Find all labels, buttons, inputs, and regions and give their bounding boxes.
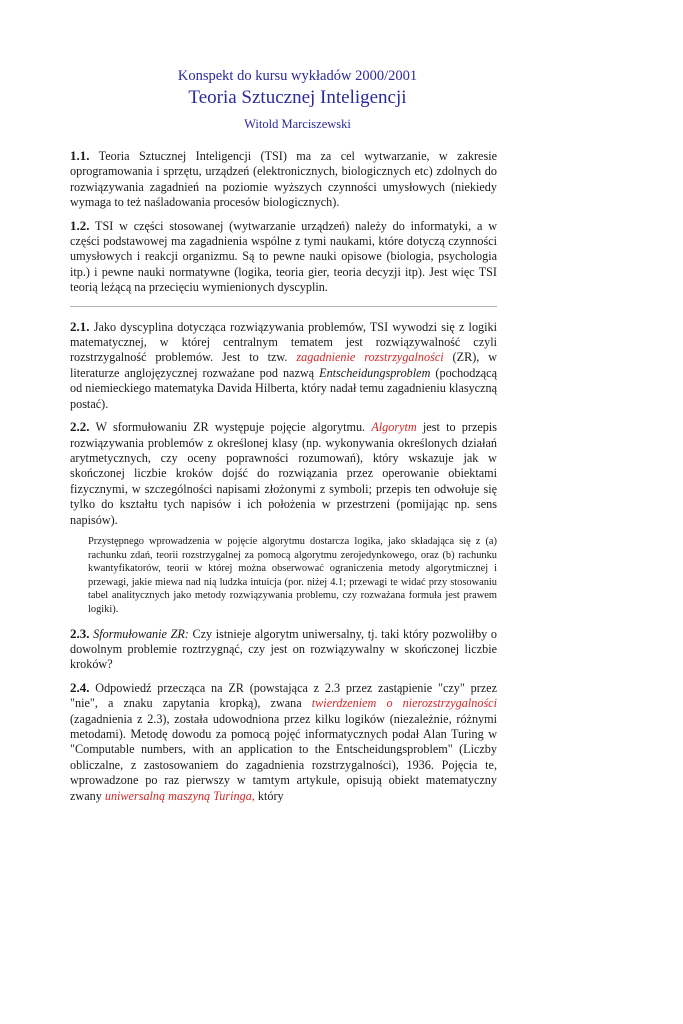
section-text: (zagadnienia z 2.3), została udowodniona przez kilku logików (niezależnie, różnymi metodami). Metodę dowodu za pomocą pojęć informatycznych podał Alan Turing w "Computable numbers, with an application to the Entscheidungsproblem" (Liczby obliczalne, z zastosowaniem do zagadnienia rozstrzygalności), 1936. Pojęcia te, wprowadzone po raz pierwszy w tamtym artykule, opisują obiekt matematyczny zwany	[70, 711, 497, 803]
term-highlight: Algorytm	[371, 420, 417, 435]
section-text: Czy istnieje algorytm uniwersalny, tj. taki który pozwoliłby o dowolnym problemie roztrzygnąć, czy jest on rozwiązywalny w skończonej liczbie kroków?	[70, 626, 497, 672]
section-text: TSI w części stosowanej (wytwarzanie urządzeń) należy do informatyki, a w części podstawowej ma zagadnienia wspólne z tymi naukami, które dotyczą czynności umysłowych i reakcji organizmu. Są to pewne nauki opisowe (biologia, psychologia itp.) i pewne nauki normatywne (logika, teoria gier, teoria decyzji itp). Jest więc TSI teorią leżącą na przecięciu wymienionych dyscyplin.	[70, 218, 497, 295]
section-number: 2.3.	[70, 625, 90, 641]
document-title: Teoria Sztucznej Inteligencji	[188, 87, 407, 108]
section-number: 1.1.	[70, 148, 90, 163]
section-text: Teoria Sztucznej Inteligencji (TSI) ma za cel wytwarzanie, w zakresie oprogramowania i sprzętu, urządzeń (elektronicznych, biologicznych etc) zdolnych do rozwiązywania zagadnień na poziomie wyższych czynności umysłowych (niekiedy wymaga to też naśladowania procesów biologicznych).	[70, 149, 497, 210]
section-1-1	[70, 148, 497, 211]
section-2-3	[70, 626, 497, 673]
document-header	[0, 66, 683, 133]
section-1-2	[70, 218, 497, 296]
section-text: Odpowiedź przecząca na ZR (powstająca z 2.3 przez zastąpienie "czy" przez "nie", a znaku zapytania kropką), zwana	[70, 680, 497, 711]
emphasis: Entscheidungsproblem	[319, 365, 431, 380]
section-2-4	[70, 680, 497, 804]
course-title: Konspekt do kursu wykładów 2000/2001	[177, 68, 418, 84]
term-highlight: twierdzeniem o nierozstrzygalności	[311, 696, 497, 711]
section-text: (pochodzącą od niemieckiego matematyka Davida Hilberta, który nadał temu zagadnieniu klasyczną postać).	[70, 365, 497, 411]
term-highlight: zagadnienie rozstrzygalności	[296, 350, 444, 365]
author: Witold Marciszewski	[244, 117, 351, 131]
section-number: 2.1.	[70, 318, 90, 334]
section-2-2	[70, 419, 497, 528]
section-2-1	[70, 319, 497, 412]
document-body	[70, 148, 497, 811]
section-text: (ZR), w literaturze anglojęzycznej rozważane pod nazwą	[70, 350, 498, 380]
term-highlight: uniwersalną maszyną Turinga,	[104, 788, 255, 803]
section-text: Jako dyscyplina dotycząca rozwiązywania problemów, TSI wywodzi się z logiki matematycznej, w której centralnym tematem jest rozwiązywalność czyli rozstrzygalność problemów. Jest to tzw.	[70, 319, 497, 365]
section-text: który	[254, 788, 284, 803]
section-number: 2.4.	[70, 679, 90, 695]
section-number: 2.2.	[70, 419, 90, 435]
section-number: 1.2.	[70, 217, 90, 233]
emphasis: Sformułowanie ZR:	[89, 626, 189, 641]
section-divider	[70, 306, 497, 307]
section-text: jest to przepis rozwiązywania problemów z określonej klasy (np. wykonywania określonych działań arytmetycznych, czy oceny poprawności rozumowań), który wskazuje jak w skończonej liczbie kroków dojść do rozwiązania przez operowanie obiektami fizycznymi, w szczególności napisami złożonymi z symboli; przepis ten odwołuje się tylko do kształtu tych napisów i ich położenia w przestrzeni (pomijając np. sens napisów).	[70, 420, 497, 527]
section-text: W sformułowaniu ZR występuje pojęcie algorytmu.	[89, 420, 372, 435]
footnote-algorithm: Przystępnego wprowadzenia w pojęcie algorytmu dostarcza logika, jako składająca się z (a) rachunku zdań, teorii rozstrzygalnej za pomocą algorytmu zerojedynkowego, oraz (b) rachunku kwantyfikatorów, teorii w której można obserwować ograniczenia metody algorytmicznej i przewagi, jakie miewa nad nią ludzka intuicja (por. niżej 4.1; przewagi te widać przy stosowaniu tabel analitycznych jako metody rozwiązywania problemu, czy rozważana formuła jest prawem logiki).	[88, 535, 497, 615]
